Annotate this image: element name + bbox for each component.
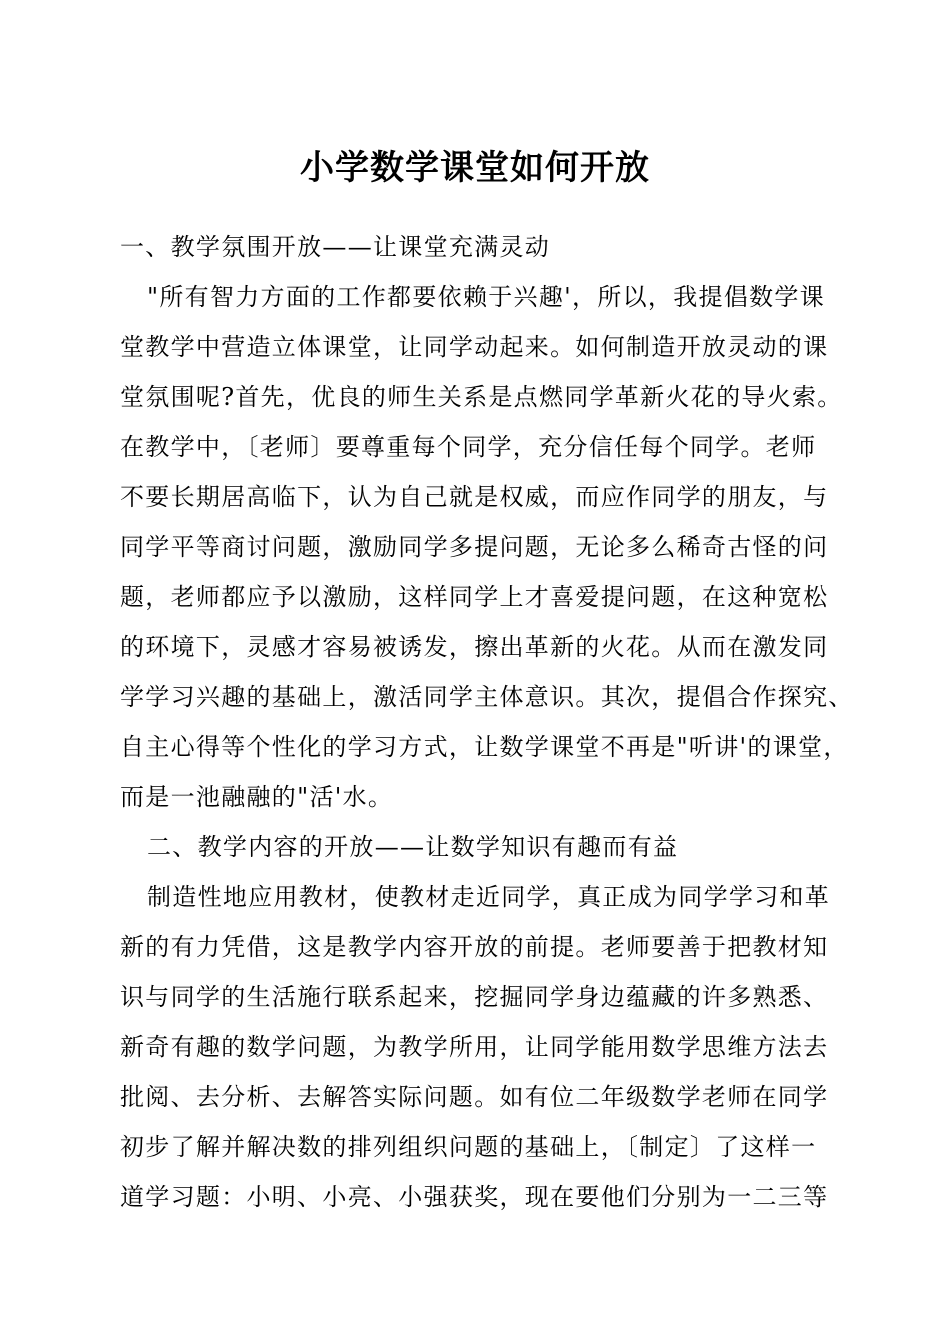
section-heading-2: 二、教学内容的开放——让数学知识有趣而有益	[147, 833, 679, 861]
paragraph-line: 在教学中，〔老师〕要尊重每个同学，充分信任每个同学。老师	[120, 433, 817, 461]
paragraph-line: "所有智力方面的工作都要依赖于兴趣'，所以，我提倡数学课	[147, 283, 826, 311]
paragraph-line: 自主心得等个性化的学习方式，让数学课堂不再是"听讲'的课堂，	[120, 733, 849, 761]
document-title: 小学数学课堂如何开放	[300, 148, 650, 188]
paragraph-line: 道学习题：小明、小亮、小强获奖，现在要他们分别为一二三等	[120, 1183, 829, 1211]
paragraph-line: 堂教学中营造立体课堂，让同学动起来。如何制造开放灵动的课	[120, 333, 829, 361]
paragraph-line: 识与同学的生活施行联系起来，挖掘同学身边蕴藏的许多熟悉、	[120, 983, 829, 1011]
paragraph-line: 不要长期居高临下，认为自己就是权威，而应作同学的朋友，与	[120, 483, 829, 511]
section-heading-1: 一、教学氛围开放——让课堂充满灵动	[120, 233, 551, 261]
paragraph-line: 制造性地应用教材，使教材走近同学，真正成为同学学习和革	[147, 883, 831, 911]
paragraph-line: 同学平等商讨问题，激励同学多提问题，无论多么稀奇古怪的问	[120, 533, 829, 561]
paragraph-line: 而是一池融融的"活'水。	[120, 783, 394, 811]
paragraph-line: 题，老师都应予以激励，这样同学上才喜爱提问题，在这种宽松	[120, 583, 829, 611]
paragraph-line: 新的有力凭借，这是教学内容开放的前提。老师要善于把教材知	[120, 933, 829, 961]
document-body	[120, 222, 854, 1222]
paragraph-line: 新奇有趣的数学问题，为教学所用，让同学能用数学思维方法去	[120, 1033, 829, 1061]
paragraph-line: 的环境下，灵感才容易被诱发，擦出革新的火花。从而在激发同	[120, 633, 829, 661]
paragraph-line: 批阅、去分析、去解答实际问题。如有位二年级数学老师在同学	[120, 1083, 829, 1111]
paragraph-line: 初步了解并解决数的排列组织问题的基础上，〔制定〕了这样一	[120, 1133, 817, 1161]
paragraph-line: 学学习兴趣的基础上，激活同学主体意识。其次，提倡合作探究、	[120, 683, 854, 711]
paragraph-line: 堂氛围呢?首先，优良的师生关系是点燃同学革新火花的导火索。	[120, 383, 843, 411]
